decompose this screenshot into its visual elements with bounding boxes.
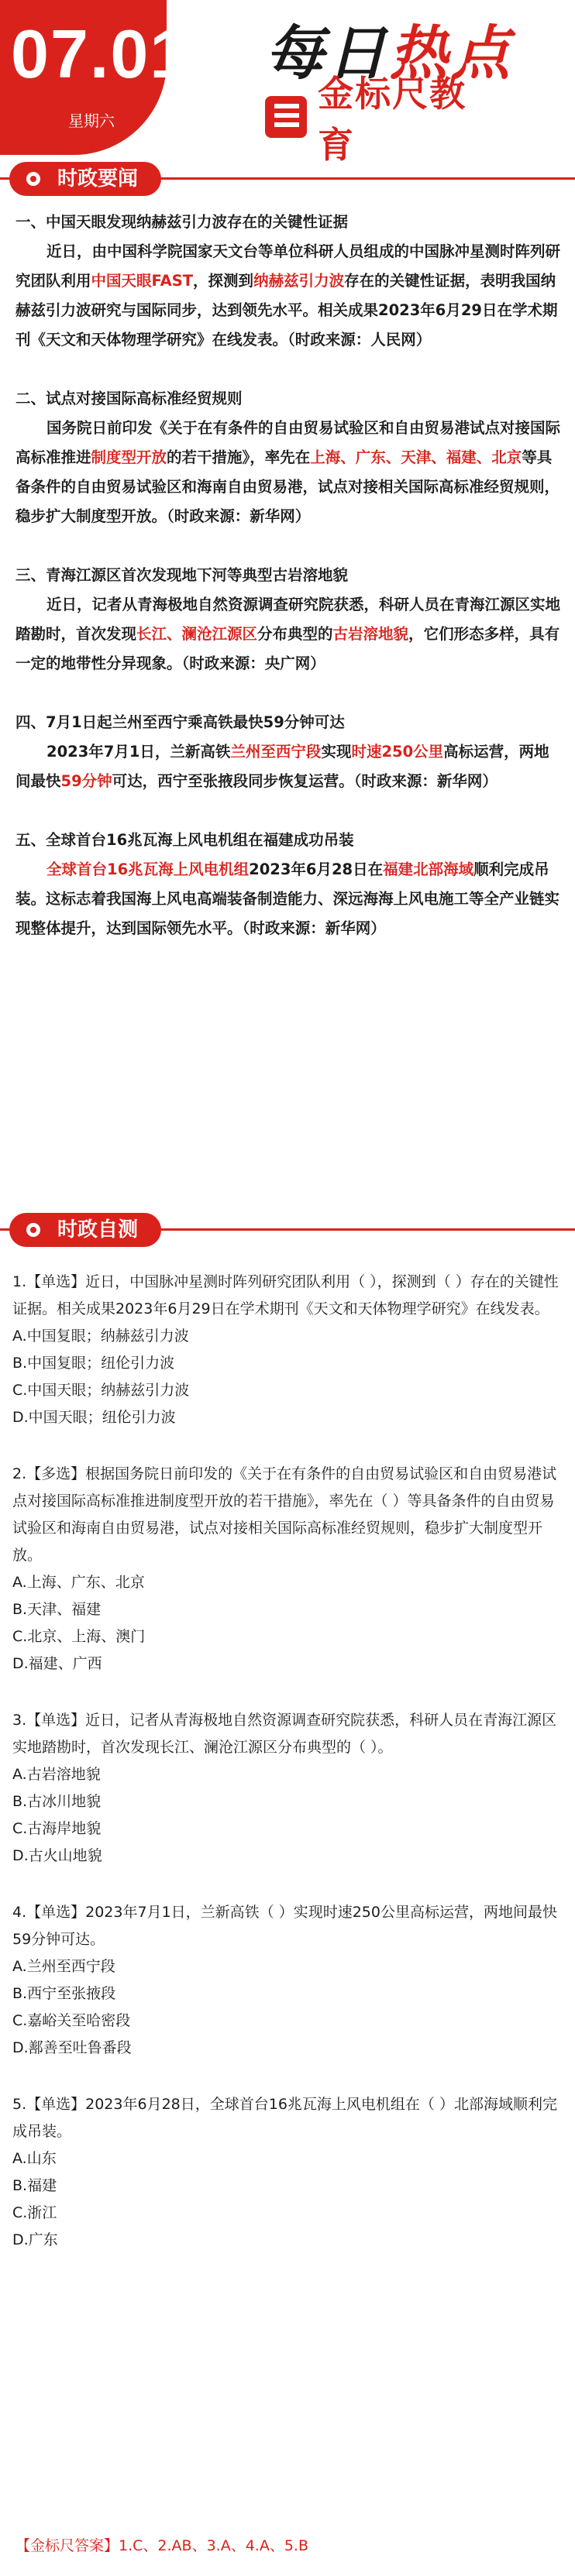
question-option: D.广东 xyxy=(12,2231,58,2248)
news-item xyxy=(15,708,564,796)
body-text: 存在的关键性证据，表明我国纳赫兹引力波研究与国际同步，达到领先水平。相关成果2023年6月29日在学术期刊《天文和天体物理学研究》在线发表。（时政来源：人民网） xyxy=(15,272,558,349)
body-text: ，探测到 xyxy=(193,272,254,290)
target-icon xyxy=(26,172,40,186)
title-part2: 热点 xyxy=(389,19,513,88)
date-badge xyxy=(0,0,190,155)
news-list xyxy=(15,208,564,973)
quiz-question xyxy=(12,1899,566,2062)
question-option: C.中国天眼；纳赫兹引力波 xyxy=(12,1382,190,1399)
quiz-question xyxy=(12,1707,566,1870)
brand-logo xyxy=(265,73,498,166)
weekday: 星期六 xyxy=(68,112,115,130)
section-title-pill xyxy=(9,162,161,196)
answer-key xyxy=(15,2534,308,2555)
question-option: A.古岩溶地貌 xyxy=(12,1766,101,1783)
question-stem: 4.【单选】2023年7月1日，兰新高铁（ ）实现时速250公里高标运营，两地间最快59分钟可达。 xyxy=(12,1904,557,1948)
question-option: B.天津、福建 xyxy=(12,1601,102,1618)
question-stem: 1.【单选】近日，中国脉冲星测时阵列研究团队利用（ ），探测到（ ）存在的关键性证据。相关成果2023年6月29日在学术期刊《天文和天体物理学研究》在线发表。 xyxy=(12,1273,559,1317)
question-stem: 3.【单选】近日，记者从青海极地自然资源调查研究院获悉，科研人员在青海江源区实地踏勘时，首次发现长江、澜沧江源区分布典型的（ ）。 xyxy=(12,1712,557,1756)
highlight-text: 时速250公里 xyxy=(351,743,444,761)
body-text: 2023年7月1日，兰新高铁 xyxy=(46,743,231,761)
question-option: A.上海、广东、北京 xyxy=(12,1574,145,1591)
question-option: C.嘉峪关至哈密段 xyxy=(12,2012,131,2029)
news-item-body xyxy=(15,414,564,531)
news-section-title: 时政要闻 xyxy=(57,167,139,191)
question-option: B.西宁至张掖段 xyxy=(12,1985,116,2002)
news-item xyxy=(15,384,564,531)
news-item-body xyxy=(15,237,564,355)
highlight-text: 59分钟 xyxy=(60,772,112,790)
news-item-title: 五、全球首台16兆瓦海上风电机组在福建成功吊装 xyxy=(15,831,354,849)
question-option: C.北京、上海、澳门 xyxy=(12,1628,146,1645)
quiz-question xyxy=(12,2091,566,2254)
body-text: 国务院日前印发《关于在有条件的自由贸易试验区和自由贸易港试点对接国际高标准推进 xyxy=(15,419,561,466)
answer-key-value: 1.C、2.AB、3.A、4.A、5.B xyxy=(119,2537,308,2554)
header xyxy=(0,0,575,166)
question-option: C.浙江 xyxy=(12,2204,57,2221)
body-text: 2023年6月28日在 xyxy=(249,860,384,878)
question-option: D.古火山地貌 xyxy=(12,1847,102,1864)
question-stem: 2.【多选】根据国务院日前印发的《关于在有条件的自由贸易试验区和自由贸易港试点对接国际高标准推进制度型开放的若干措施》，率先在（ ）等具备条件的自由贸易试验区和海南自由贸易港，试点对接相关国际高标准经贸规则，稳步扩大制度型开放。 xyxy=(12,1465,557,1564)
body-text: 的若干措施》，率先在 xyxy=(167,448,311,466)
body-text: 等具备条件的自由贸易试验区和海南自由贸易港，试点对接相关国际高标准经贸规则，稳步扩大制度型开放。（时政来源：新华网） xyxy=(15,448,560,525)
news-item-title: 一、中国天眼发现纳赫兹引力波存在的关键性证据 xyxy=(15,213,349,231)
date-number: 07.01 xyxy=(11,15,190,92)
quiz-question xyxy=(12,1269,566,1431)
answer-key-label: 【金标尺答案】 xyxy=(15,2537,119,2554)
brand-logo-icon xyxy=(265,96,307,138)
question-option: A.中国复眼；纳赫兹引力波 xyxy=(12,1327,189,1345)
news-item-title: 四、7月1日起兰州至西宁乘高铁最快59分钟可达 xyxy=(15,713,345,731)
body-text: 近日，记者从青海极地自然资源调查研究院获悉，科研人员在青海江源区实地踏勘时，首次发现 xyxy=(15,596,561,643)
title-part1: 每日 xyxy=(265,19,389,88)
body-text: 近日，由中国科学院国家天文台等单位科研人员组成的中国脉冲星测时阵列研究团队利用 xyxy=(15,242,561,290)
question-stem: 5.【单选】2023年6月28日，全球首台16兆瓦海上风电机组在（ ）北部海域顺利完成吊装。 xyxy=(12,2096,557,2140)
quiz-list xyxy=(12,1269,566,2283)
highlight-text: 纳赫兹引力波 xyxy=(253,272,345,290)
quiz-section-header xyxy=(0,1210,575,1250)
body-text: 实现 xyxy=(321,743,352,761)
highlight-text: 制度型开放 xyxy=(91,448,167,466)
news-item xyxy=(15,208,564,355)
highlight-text: 兰州至西宁段 xyxy=(230,743,322,761)
highlight-text: 中国天眼FAST xyxy=(91,272,194,290)
question-option: D.福建、广西 xyxy=(12,1655,102,1672)
highlight-text: 全球首台16兆瓦海上风电机组 xyxy=(46,860,250,878)
highlight-text: 长江、澜沧江源区 xyxy=(136,625,258,643)
news-item xyxy=(15,826,564,943)
question-option: B.古冰川地貌 xyxy=(12,1793,102,1810)
question-option: A.兰州至西宁段 xyxy=(12,1958,115,1975)
quiz-question xyxy=(12,1461,566,1678)
news-item xyxy=(15,561,564,678)
question-option: D.鄯善至吐鲁番段 xyxy=(12,2039,132,2056)
news-item-body xyxy=(15,855,564,943)
news-item-title: 二、试点对接国际高标准经贸规则 xyxy=(15,390,243,407)
body-text: 分布典型的 xyxy=(257,625,333,643)
body-text: 顺利完成吊装。这标志着我国海上风电高端装备制造能力、深远海海上风电施工等全产业链实现整体提升，达到国际领先水平。（时政来源：新华网） xyxy=(15,860,560,937)
question-option: D.中国天眼；纽伦引力波 xyxy=(12,1409,176,1426)
question-option: B.中国复眼；纽伦引力波 xyxy=(12,1355,175,1372)
highlight-text: 古岩溶地貌 xyxy=(332,625,409,643)
target-icon xyxy=(26,1223,40,1237)
quiz-section-title: 时政自测 xyxy=(57,1218,139,1242)
news-item-body xyxy=(15,737,564,796)
question-option: B.福建 xyxy=(12,2177,57,2194)
news-item-title: 三、青海江源区首次发现地下河等典型古岩溶地貌 xyxy=(15,566,349,584)
news-section-header xyxy=(0,159,575,199)
body-text: 高标运营，两地间最快 xyxy=(15,743,549,790)
brand-name: 金标尺教育 xyxy=(318,73,467,166)
highlight-text: 上海、广东、天津、福建、北京 xyxy=(310,448,522,466)
question-option: C.古海岸地貌 xyxy=(12,1820,102,1837)
section-title-pill xyxy=(9,1213,161,1247)
news-item-body xyxy=(15,590,564,678)
body-text: 可达，西宁至张掖段同步恢复运营。（时政来源：新华网） xyxy=(112,772,498,790)
highlight-text: 福建北部海域 xyxy=(383,860,474,878)
body-text: ，它们形态多样，具有一定的地带性分异现象。（时政来源：央广网） xyxy=(15,625,560,672)
question-option: A.山东 xyxy=(12,2150,57,2167)
